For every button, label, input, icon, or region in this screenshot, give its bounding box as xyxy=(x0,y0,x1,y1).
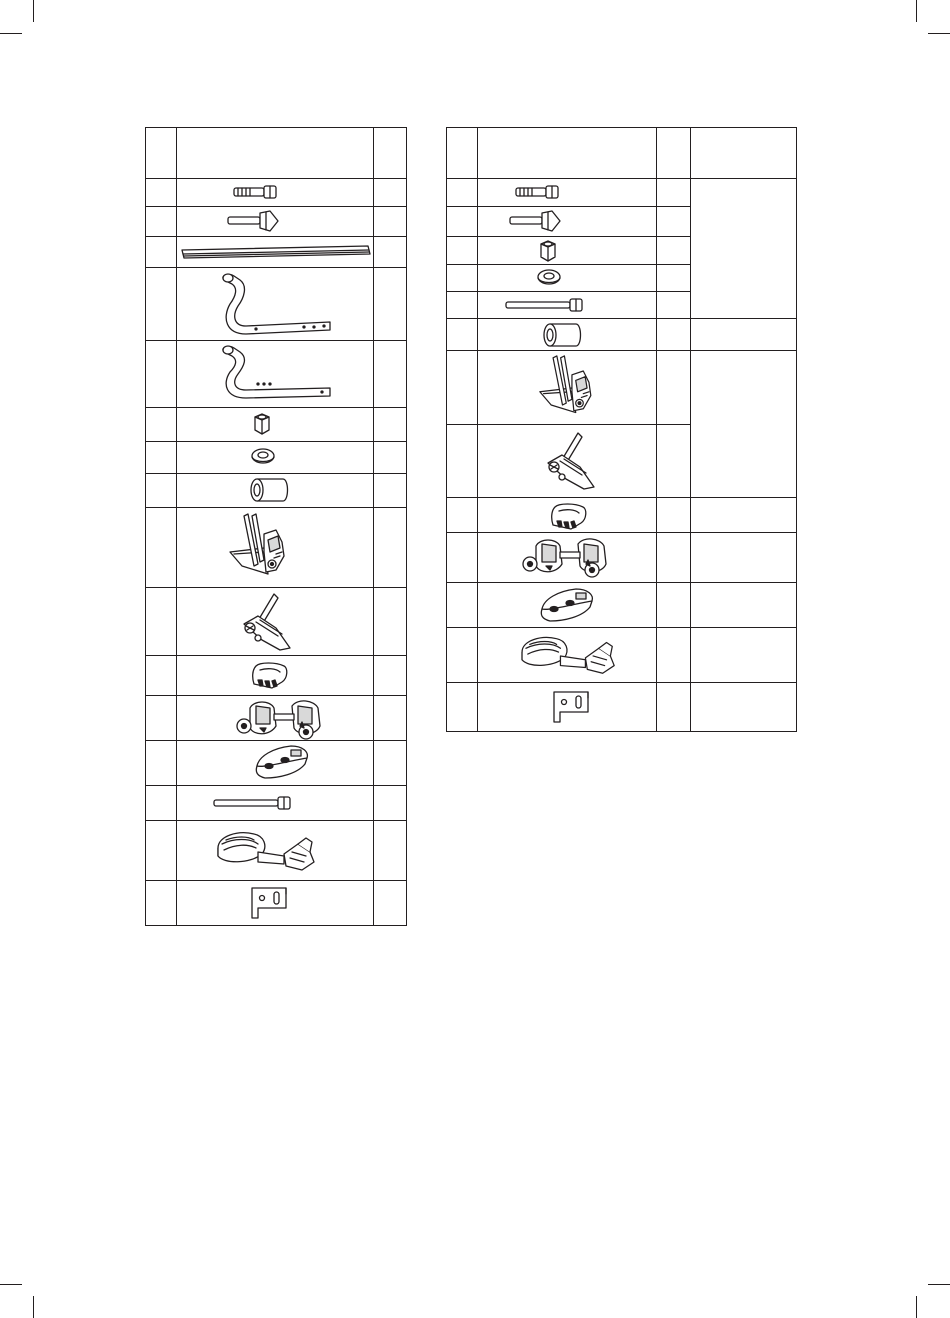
crop-mark xyxy=(0,1284,22,1285)
crop-mark xyxy=(916,0,917,22)
wheel-holder-icon xyxy=(228,512,298,584)
table-rule xyxy=(145,236,407,237)
table-rule xyxy=(446,682,797,683)
rubber-pad-icon xyxy=(547,501,589,531)
strap-buckle-block-icon xyxy=(253,744,311,780)
double-knob-clamp-icon xyxy=(522,536,614,578)
table-rule xyxy=(145,267,407,268)
table-rule xyxy=(446,582,797,583)
crop-mark xyxy=(928,33,950,34)
table-rule xyxy=(145,340,407,341)
table-rule xyxy=(446,350,797,351)
crop-mark xyxy=(0,33,22,34)
table-rule xyxy=(145,925,407,926)
table-rule xyxy=(145,880,407,881)
table-rule xyxy=(145,587,407,588)
washer-icon xyxy=(536,268,562,286)
table-rule xyxy=(446,731,797,732)
end-cap-icon xyxy=(542,322,584,348)
long-bolt-icon xyxy=(212,795,292,811)
table-rule xyxy=(145,473,407,474)
table-rule xyxy=(446,497,797,498)
table-rule xyxy=(446,178,797,179)
hex-bolt-short-icon xyxy=(232,184,280,200)
table-rule xyxy=(145,407,407,408)
wheel-holder-alt-icon xyxy=(540,430,602,492)
ratchet-strap-icon xyxy=(214,826,324,876)
crop-mark xyxy=(916,1296,917,1318)
table-rule xyxy=(145,785,407,786)
table-rule xyxy=(145,655,407,656)
table-rule xyxy=(690,127,691,732)
wheel-holder-alt-icon xyxy=(236,592,298,652)
strap-buckle-block-icon xyxy=(538,587,596,623)
table-rule xyxy=(446,264,691,265)
table-rule xyxy=(446,318,797,319)
hex-nut-icon xyxy=(252,413,272,435)
table-rule xyxy=(446,532,797,533)
t-bolt-icon xyxy=(508,210,562,232)
crop-mark xyxy=(33,0,34,22)
table-rule xyxy=(373,127,374,926)
mounting-plate-icon xyxy=(248,884,290,922)
end-cap-icon xyxy=(249,477,291,503)
wheel-holder-icon xyxy=(536,354,606,422)
hex-bolt-short-icon xyxy=(514,184,562,200)
table-rule xyxy=(656,127,657,732)
table-rule xyxy=(145,695,407,696)
bent-tube-frame-icon xyxy=(218,344,336,404)
mounting-plate-icon xyxy=(550,688,592,726)
table-rule xyxy=(145,178,407,179)
rubber-strip-icon xyxy=(180,244,372,260)
table-rule xyxy=(446,206,691,207)
table-rule xyxy=(145,820,407,821)
table-rule xyxy=(446,236,691,237)
crop-mark xyxy=(928,1284,950,1285)
table-rule xyxy=(145,740,407,741)
rubber-pad-icon xyxy=(248,660,290,690)
long-bolt-icon xyxy=(504,297,584,313)
table-rule xyxy=(446,127,797,128)
ratchet-strap-icon xyxy=(516,631,626,679)
table-rule xyxy=(446,127,447,732)
hex-nut-icon xyxy=(538,240,558,262)
table-rule xyxy=(145,127,146,926)
table-rule xyxy=(145,127,407,128)
bent-tube-frame-icon xyxy=(218,272,336,336)
crop-mark xyxy=(33,1296,34,1318)
table-rule xyxy=(446,627,797,628)
table-rule xyxy=(145,507,407,508)
washer-icon xyxy=(250,447,276,465)
table-rule xyxy=(446,291,691,292)
table-rule xyxy=(446,424,691,425)
table-rule xyxy=(406,127,407,926)
table-rule xyxy=(145,441,407,442)
table-rule xyxy=(477,127,478,732)
table-rule xyxy=(145,206,407,207)
table-rule xyxy=(176,127,177,926)
double-knob-clamp-icon xyxy=(236,698,328,740)
table-rule xyxy=(796,127,797,732)
t-bolt-icon xyxy=(226,210,280,232)
